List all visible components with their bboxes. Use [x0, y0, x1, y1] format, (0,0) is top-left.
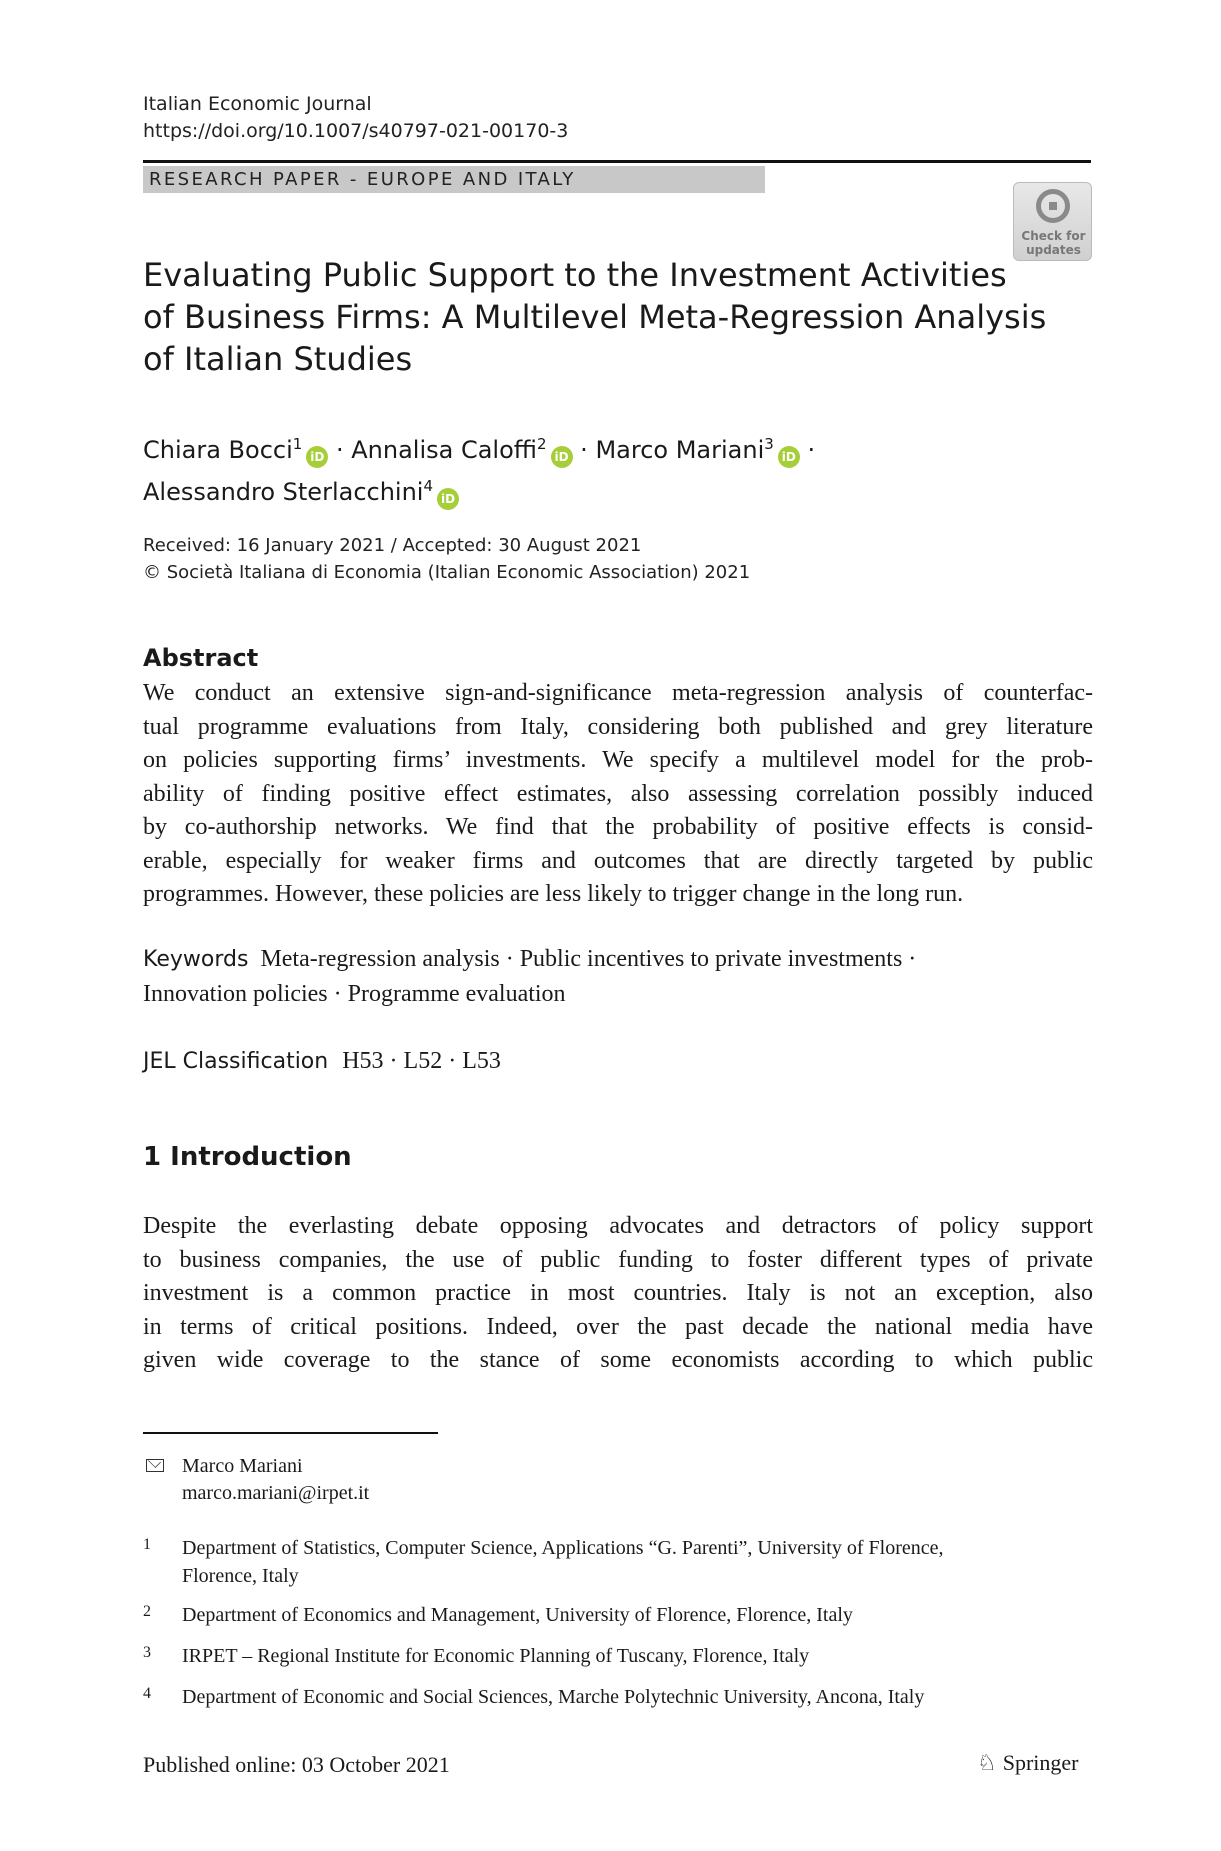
keywords-line-1	[143, 942, 1093, 977]
intro-line: Despite the everlasting debate opposing advocates and detractors of policy support	[143, 1213, 1093, 1239]
intro-line: given wide coverage to the stance of some economists according to which public	[143, 1347, 1093, 1373]
jel-codes: H53 · L52 · L53	[342, 1048, 501, 1074]
header-rule	[143, 160, 1091, 163]
section-heading: 1 Introduction	[143, 1142, 352, 1172]
author-separator: ·	[580, 436, 588, 464]
journal-name: Italian Economic Journal	[143, 93, 372, 115]
footnote-rule	[143, 1432, 438, 1434]
orcid-icon[interactable]: iD	[551, 446, 573, 468]
author-separator: ·	[335, 436, 344, 464]
abstract-text	[143, 677, 1093, 912]
affiliation-text: Florence, Italy	[182, 1565, 299, 1587]
introduction-text	[143, 1210, 1093, 1378]
doi-link[interactable]: https://doi.org/10.1007/s40797-021-00170-3	[143, 120, 569, 142]
keywords-line-2: Innovation policies · Programme evaluation	[143, 981, 566, 1007]
publisher-name: Springer	[1002, 1750, 1079, 1775]
jel-label: JEL Classification	[143, 1049, 329, 1074]
author-affil: 3	[764, 435, 774, 453]
orcid-icon[interactable]: iD	[306, 446, 328, 468]
author-name[interactable]: Annalisa Caloffi	[351, 436, 537, 464]
article-type-label: RESEARCH PAPER - EUROPE AND ITALY	[149, 169, 576, 190]
author-affil: 4	[423, 477, 434, 495]
author-name[interactable]: Marco Mariani	[595, 436, 765, 464]
check-for-updates-icon[interactable]	[1013, 182, 1092, 261]
intro-line: in terms of critical positions. Indeed, over the past decade the national media have	[143, 1313, 1093, 1340]
author-affil: 2	[536, 435, 547, 453]
keywords	[143, 942, 1093, 1012]
abstract-heading: Abstract	[143, 644, 259, 672]
abstract-line: erable, especially for weaker firms and outcomes that are directly targeted by public	[143, 847, 1093, 874]
copyright: © Società Italiana di Economia (Italian Economic Association) 2021	[143, 562, 751, 583]
springer-horse-icon: ♘	[977, 1750, 997, 1775]
intro-line: to business companies, the use of public funding to foster different types of private	[143, 1246, 1093, 1273]
abstract-line: tual programme evaluations from Italy, considering both published and grey literature	[143, 713, 1093, 740]
title-line: Evaluating Public Support to the Investment Activities	[143, 256, 1007, 294]
affiliation-number: 2	[143, 1603, 151, 1620]
abstract-line: We conduct an extensive sign-and-significance meta-regression analysis of counterfac-	[143, 680, 1093, 706]
affiliation-number: 1	[143, 1536, 151, 1553]
title-line: of Business Firms: A Multilevel Meta-Regression Analysis	[143, 298, 1047, 336]
corresponding-email[interactable]: marco.mariani@irpet.it	[182, 1482, 370, 1504]
check-label-2: updates	[1026, 243, 1081, 257]
update-ring-icon	[1036, 189, 1070, 223]
keywords-values: Meta-regression analysis · Public incentives to private investments ·	[260, 946, 917, 972]
abstract-line: ability of finding positive effect estimates, also assessing correlation possibly induced	[143, 780, 1093, 807]
abstract-line: programmes. However, these policies are less likely to trigger change in the long run.	[143, 881, 964, 907]
affiliation-text: Department of Economics and Management, University of Florence, Florence, Italy	[182, 1604, 853, 1626]
published-online: Published online: 03 October 2021	[143, 1752, 450, 1777]
corresponding-author: Marco Mariani	[182, 1455, 303, 1477]
orcid-icon[interactable]: iD	[778, 446, 800, 468]
affiliation-text: Department of Statistics, Computer Science, Applications “G. Parenti”, University of Florence,	[182, 1537, 944, 1559]
envelope-icon	[146, 1459, 164, 1472]
check-label-1: Check for	[1021, 229, 1086, 243]
title-line: of Italian Studies	[143, 340, 413, 378]
publisher-logo	[977, 1748, 1079, 1778]
article-dates	[143, 532, 750, 586]
jel-classification	[143, 1044, 501, 1079]
author-separator: ·	[807, 436, 816, 464]
author-affil: 1	[292, 435, 303, 453]
author-line-2	[143, 468, 815, 510]
affiliation-text: Department of Economic and Social Sciences, Marche Polytechnic University, Ancona, Italy	[182, 1686, 925, 1708]
author-line-1	[143, 426, 815, 468]
author-name[interactable]: Alessandro Sterlacchini	[143, 478, 424, 506]
intro-line: investment is a common practice in most countries. Italy is not an exception, also	[143, 1280, 1093, 1306]
abstract-line: by co-authorship networks. We find that the probability of positive effects is consid-	[143, 814, 1093, 840]
affiliation-text: IRPET – Regional Institute for Economic Planning of Tuscany, Florence, Italy	[182, 1645, 810, 1667]
received-accepted: Received: 16 January 2021 / Accepted: 30 August 2021	[143, 535, 642, 556]
orcid-icon[interactable]: iD	[437, 488, 459, 510]
author-list	[143, 426, 815, 510]
author-name[interactable]: Chiara Bocci	[143, 436, 293, 464]
paper-title	[143, 254, 1047, 380]
abstract-line: on policies supporting firms’ investments. We specify a multilevel model for the prob-	[143, 747, 1093, 773]
keywords-label: Keywords	[143, 947, 249, 972]
affiliation-number: 3	[143, 1644, 151, 1661]
affiliation-number: 4	[143, 1685, 151, 1702]
